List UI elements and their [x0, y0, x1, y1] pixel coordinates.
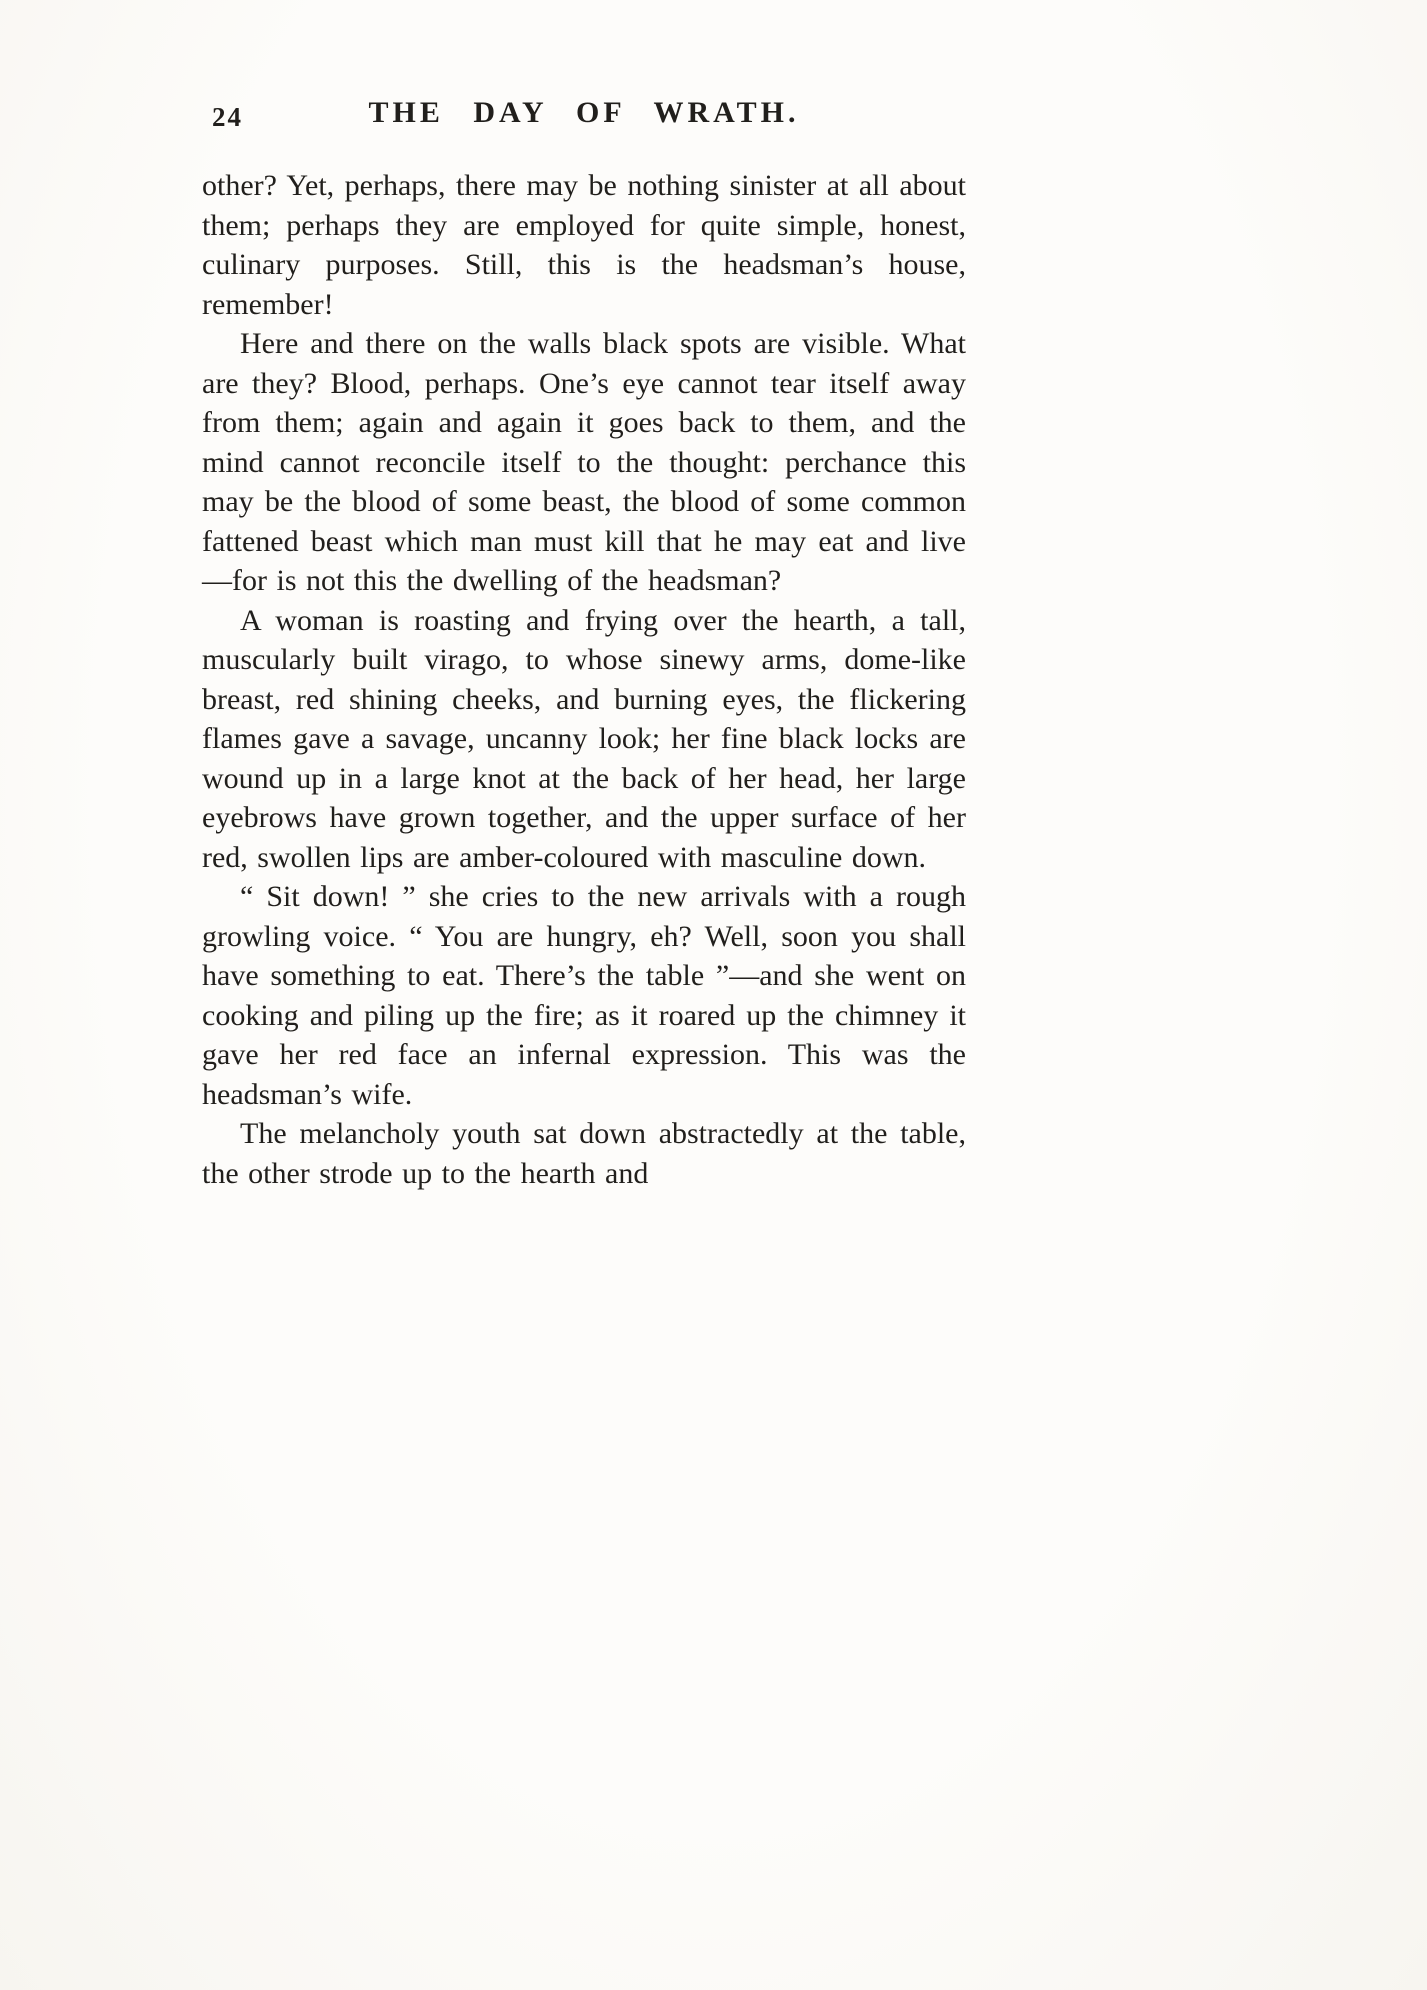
- text-column: [202, 96, 966, 1193]
- running-title: THE DAY OF WRATH.: [368, 96, 800, 129]
- paragraph: other? Yet, perhaps, there may be nothing sinister at all about them; perhaps they are employed for quite simple, honest, culinary purposes. Still, this is the headsman’s house, remember!: [202, 169, 966, 321]
- body-text: [202, 166, 966, 1193]
- page-header: [202, 96, 966, 140]
- paragraph: Here and there on the walls black spots are visible. What are they? Blood, perhaps. One’s eye cannot tear itself away from them; again and again it goes back to them, and the mind cannot reconcile itself to the thought: perchance this may be the blood of some beast, the blood of some common fattened beast which man must kill that he may eat and live—for is not this the dwelling of the headsman?: [202, 327, 966, 597]
- paragraph: “ Sit down! ” she cries to the new arrivals with a rough growling voice. “ You are hungry, eh? Well, soon you shall have something to eat. There’s the table ”—and she went on cooking and piling up the fire; as it roared up the chimney it gave her red face an infernal expression. This was the headsman’s wife.: [202, 880, 966, 1111]
- page-number: 24: [212, 102, 243, 132]
- paragraph: A woman is roasting and frying over the hearth, a tall, muscularly built virago, to whose sinewy arms, dome-like breast, red shining cheeks, and burning eyes, the flickering flames gave a savage, uncanny look; her fine black locks are wound up in a large knot at the back of her head, her large eyebrows have grown together, and the upper surface of her red, swollen lips are amber-coloured with masculine down.: [202, 603, 966, 874]
- paragraph: The melancholy youth sat down abstractedly at the table, the other strode up to the hearth and: [202, 1117, 966, 1190]
